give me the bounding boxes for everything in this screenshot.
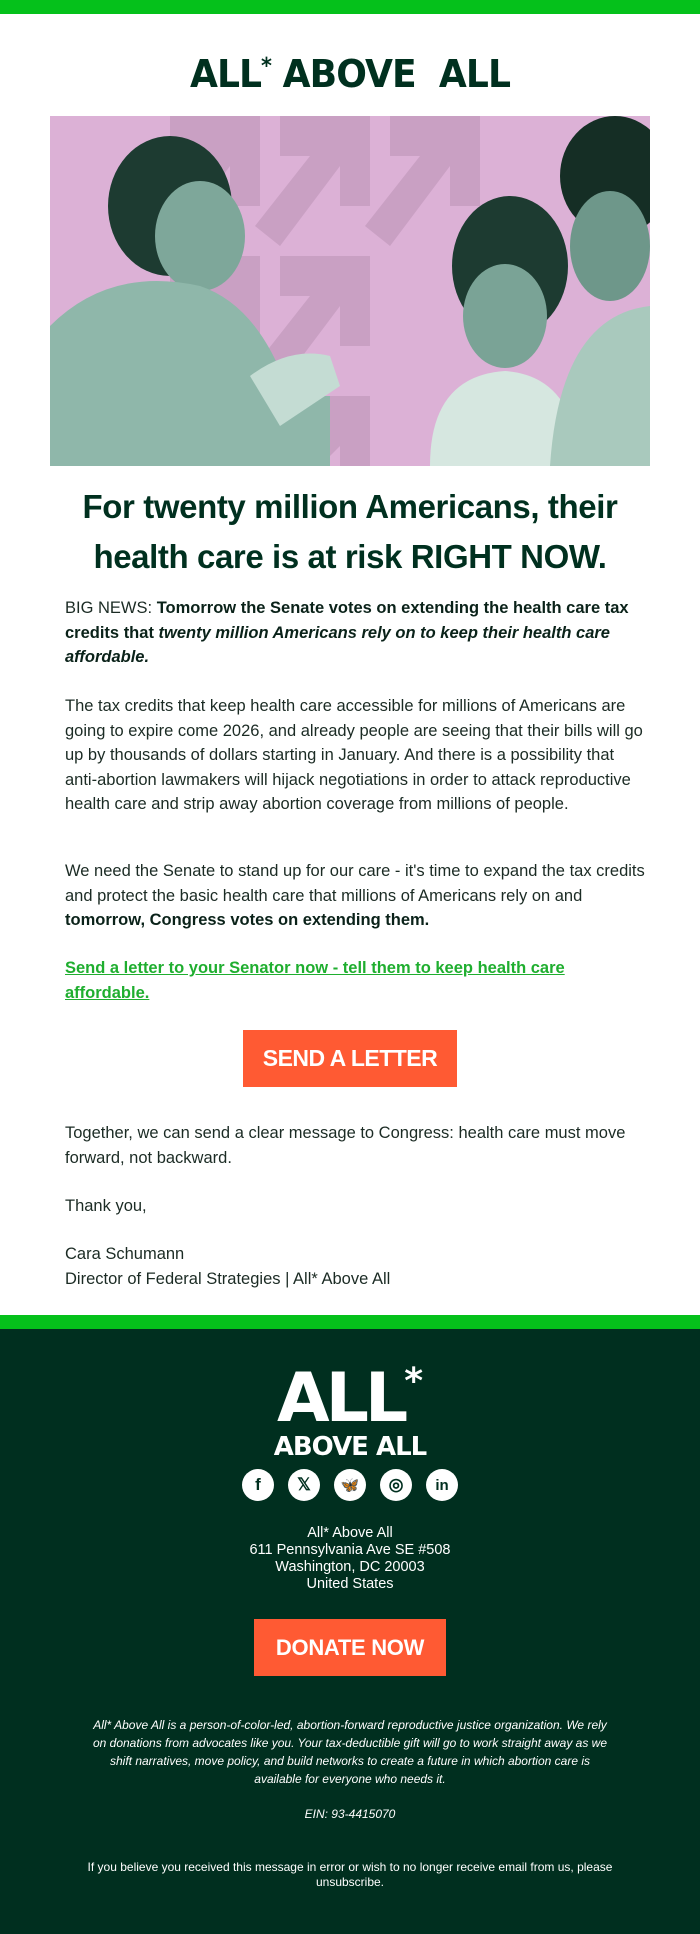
signature <box>65 1242 645 1291</box>
send-letter-button[interactable]: SEND A LETTER <box>243 1030 457 1087</box>
footer <box>0 1329 700 1934</box>
paragraph-big-news: BIG NEWS: Tomorrow the Senate votes on extending the health care tax credits that twenty million Americans rely on to keep their health care affordable. <box>65 599 629 666</box>
logo-text: ALL <box>189 52 262 96</box>
signature-name: Cara Schumann <box>65 1245 185 1263</box>
hero-photo <box>50 116 650 466</box>
paragraph-tax-credits: The tax credits that keep health care accessible for millions of Americans are going to expire come 2026, and already people are seeing that their bills will go up by thousands of dollars starting in January. And there is a possibility that anti-abortion lawmakers will hijack negotiations in order to attack reproductive health care and strip away abortion coverage from millions of people. <box>65 697 643 813</box>
logo-text-rest: ABOVE ALL <box>271 52 511 96</box>
donate-button[interactable]: DONATE NOW <box>254 1619 446 1676</box>
paragraph-senate: We need the Senate to stand up for our care - it's time to expand the tax credits and protect the basic health care that millions of Americans rely on and tomorrow, Congress votes on extending them. <box>65 862 645 929</box>
footer-accent-bar <box>0 1315 700 1329</box>
footer-logo[interactable]: ALL* ABOVE ALL <box>273 1359 427 1462</box>
instagram-icon[interactable]: ◎ <box>380 1469 412 1501</box>
paragraph-together: Together, we can send a clear message to Congress: health care must move forward, not backward. <box>65 1124 626 1167</box>
social-links <box>0 1469 700 1501</box>
bluesky-icon[interactable]: 🦋 <box>334 1469 366 1501</box>
top-accent-bar <box>0 0 700 14</box>
mission-statement: All* Above All is a person-of-color-led, abortion-forward reproductive justice organization. We rely on donations from advocates like you. Your tax-deductible gift will go to work straight away as we shift narratives, move policy, and build networks to create a future in which abortion care is available for everyone who needs it. <box>92 1718 608 1786</box>
paragraph-link <box>65 956 645 1005</box>
x-icon[interactable]: 𝕏 <box>288 1469 320 1501</box>
logo[interactable] <box>18 52 683 96</box>
headline: For twenty million Americans, their health care is at risk RIGHT NOW. <box>82 488 618 575</box>
address: All* Above All 611 Pennsylvania Ave SE #508 Washington, DC 20003 United States <box>249 1525 451 1592</box>
facebook-icon[interactable]: f <box>242 1469 274 1501</box>
ein: EIN: 93-4415070 <box>304 1807 396 1821</box>
send-letter-link[interactable]: Send a letter to your Senator now - tell them to keep health care affordable. <box>65 959 565 1002</box>
thank-you: Thank you, <box>65 1197 147 1215</box>
unsubscribe-notice[interactable]: If you believe you received this message in error or wish to no longer receive email from us, please unsubscribe. <box>87 1860 613 1889</box>
signature-title: Director of Federal Strategies | All* Above All <box>65 1269 391 1288</box>
linkedin-icon[interactable]: in <box>426 1469 458 1501</box>
logo-asterisk: * <box>261 54 272 79</box>
